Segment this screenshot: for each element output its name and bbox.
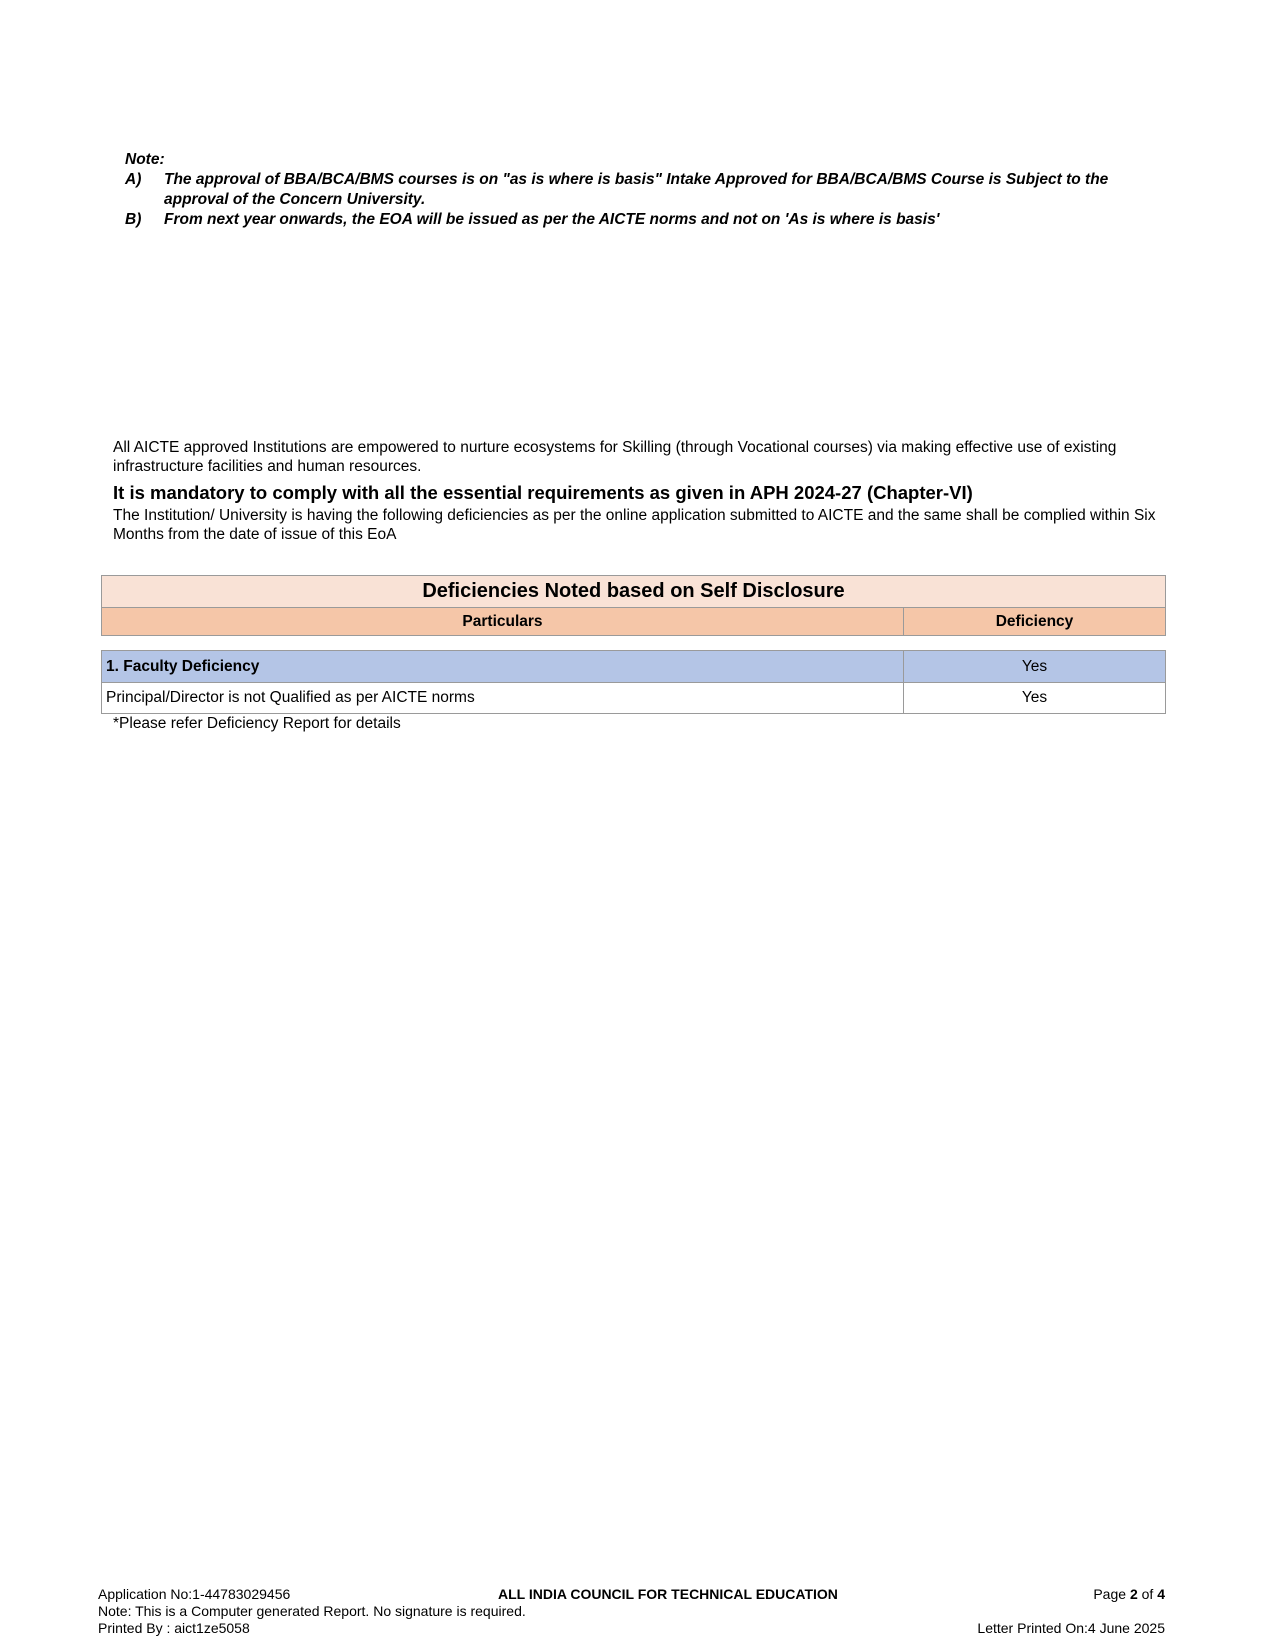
table-caption: Deficiencies Noted based on Self Disclosure: [102, 576, 1166, 608]
note-block: [125, 150, 1165, 230]
footer-application-no: Application No:1-44783029456: [98, 1586, 291, 1602]
section-name: 1. Faculty Deficiency: [102, 651, 904, 683]
deficiency-table-body: [101, 650, 1166, 714]
intro-paragraph: All AICTE approved Institutions are empowered to nurture ecosystems for Skilling (through Vocational courses) via making effective use of existing infrastructure facilities and human resources.: [113, 439, 1117, 475]
note-item-letter: A): [125, 171, 142, 188]
mandatory-heading: It is mandatory to comply with all the essential requirements as given in APH 2024-27 (Chapter-VI): [113, 482, 973, 503]
note-title: Note:: [125, 151, 165, 168]
note-item: [125, 170, 1165, 210]
footer-council-name: ALL INDIA COUNCIL FOR TECHNICAL EDUCATION: [498, 1586, 838, 1602]
deficiency-paragraph: The Institution/ University is having the following deficiencies as per the online application submitted to AICTE and the same shall be complied within Six Months from the date of issue of this EoA: [113, 507, 1156, 543]
page-label: Page: [1093, 1586, 1127, 1602]
section-value: Yes: [904, 651, 1166, 683]
deficiency-table-header: [101, 575, 1166, 636]
footer-printed-by: Printed By : aict1ze5058: [98, 1620, 250, 1636]
footer-computer-note: Note: This is a Computer generated Report. No signature is required.: [98, 1603, 526, 1619]
page-of: of: [1141, 1586, 1154, 1602]
note-item: [125, 210, 1165, 230]
row-deficiency: Yes: [904, 683, 1166, 714]
column-header-particulars: Particulars: [102, 608, 904, 636]
table-section-row: [102, 651, 1166, 683]
row-particular: Principal/Director is not Qualified as per AICTE norms: [102, 683, 904, 714]
page-current: 2: [1129, 1586, 1138, 1602]
footnote: *Please refer Deficiency Report for details: [113, 715, 401, 732]
note-item-text: The approval of BBA/BCA/BMS courses is on "as is where is basis" Intake Approved for BBA/BCA/BMS Course is Subject to the approval of the Concern University.: [164, 171, 1109, 208]
note-item-text: From next year onwards, the EOA will be issued as per the AICTE norms and not on 'As is where is basis': [164, 211, 940, 228]
column-header-deficiency: Deficiency: [904, 608, 1166, 636]
note-item-letter: B): [125, 211, 142, 228]
page-total: 4: [1157, 1586, 1165, 1602]
footer-page-number: [1093, 1586, 1165, 1603]
table-row: [102, 683, 1166, 714]
footer-printed-on: Letter Printed On:4 June 2025: [977, 1620, 1165, 1636]
